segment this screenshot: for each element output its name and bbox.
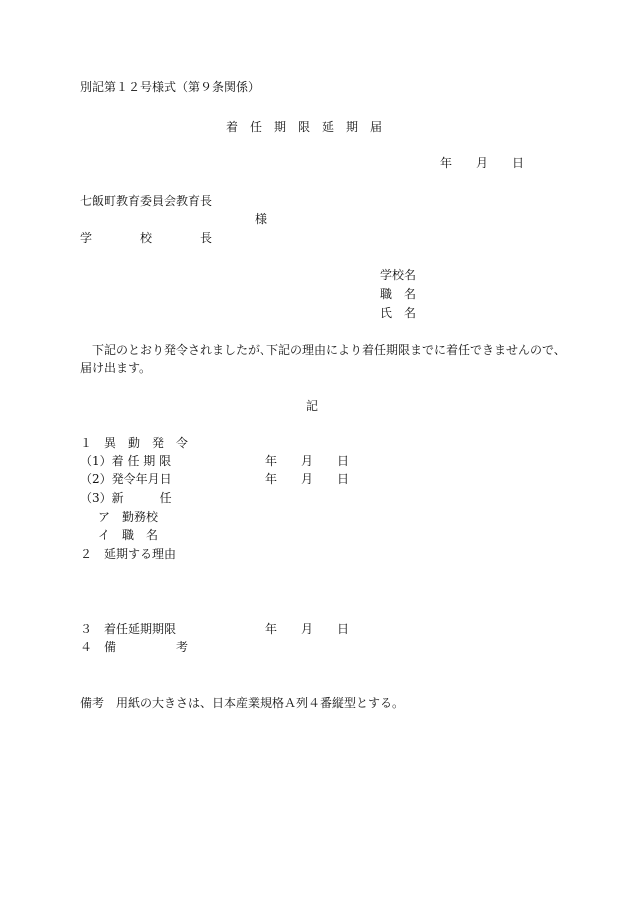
date-header: 年 月 日	[440, 156, 525, 170]
ki-heading: 記	[306, 399, 319, 413]
item-3-heading: ３ 着任延期期限	[80, 622, 177, 636]
body-text-line-1: 下記のとおり発令されましたが､下記の理由により着任期限までに着任できませんので、	[80, 343, 566, 357]
item-1-heading: １ 異 動 発 令	[80, 436, 189, 450]
body-text-line-2: 届け出ます。	[80, 361, 152, 375]
item-2-heading: ２ 延期する理由	[80, 547, 177, 561]
item-1-1-label: （1）着 任 期 限	[80, 454, 172, 468]
sender-post-label: 職 名	[380, 287, 417, 301]
item-1-3-a-label: ア 勤務校	[98, 510, 159, 524]
addressee-honorific: 様	[255, 212, 268, 226]
footnote: 備考 用紙の大きさは、日本産業規格Ａ列４番縦型とする。	[80, 696, 405, 710]
sender-school-label: 学校名	[380, 268, 417, 282]
item-1-2-date: 年 月 日	[265, 472, 350, 486]
item-1-1-date: 年 月 日	[265, 454, 350, 468]
item-1-3-label: （3）新 任	[80, 491, 172, 505]
item-4-heading: ４ 備 考	[80, 640, 189, 654]
addressee-line-1: 七飯町教育委員会教育長	[80, 194, 213, 208]
item-3-date: 年 月 日	[265, 622, 350, 636]
item-1-3-i-label: イ 職 名	[98, 528, 159, 542]
document-title: 着 任 期 限 延 期 届	[226, 120, 383, 134]
item-1-2-label: （2）発令年月日	[80, 472, 172, 486]
addressee-line-2: 学 校 長	[80, 231, 213, 245]
sender-name-label: 氏 名	[380, 306, 417, 320]
form-number: 別記第１２号様式（第９条関係）	[80, 80, 261, 94]
